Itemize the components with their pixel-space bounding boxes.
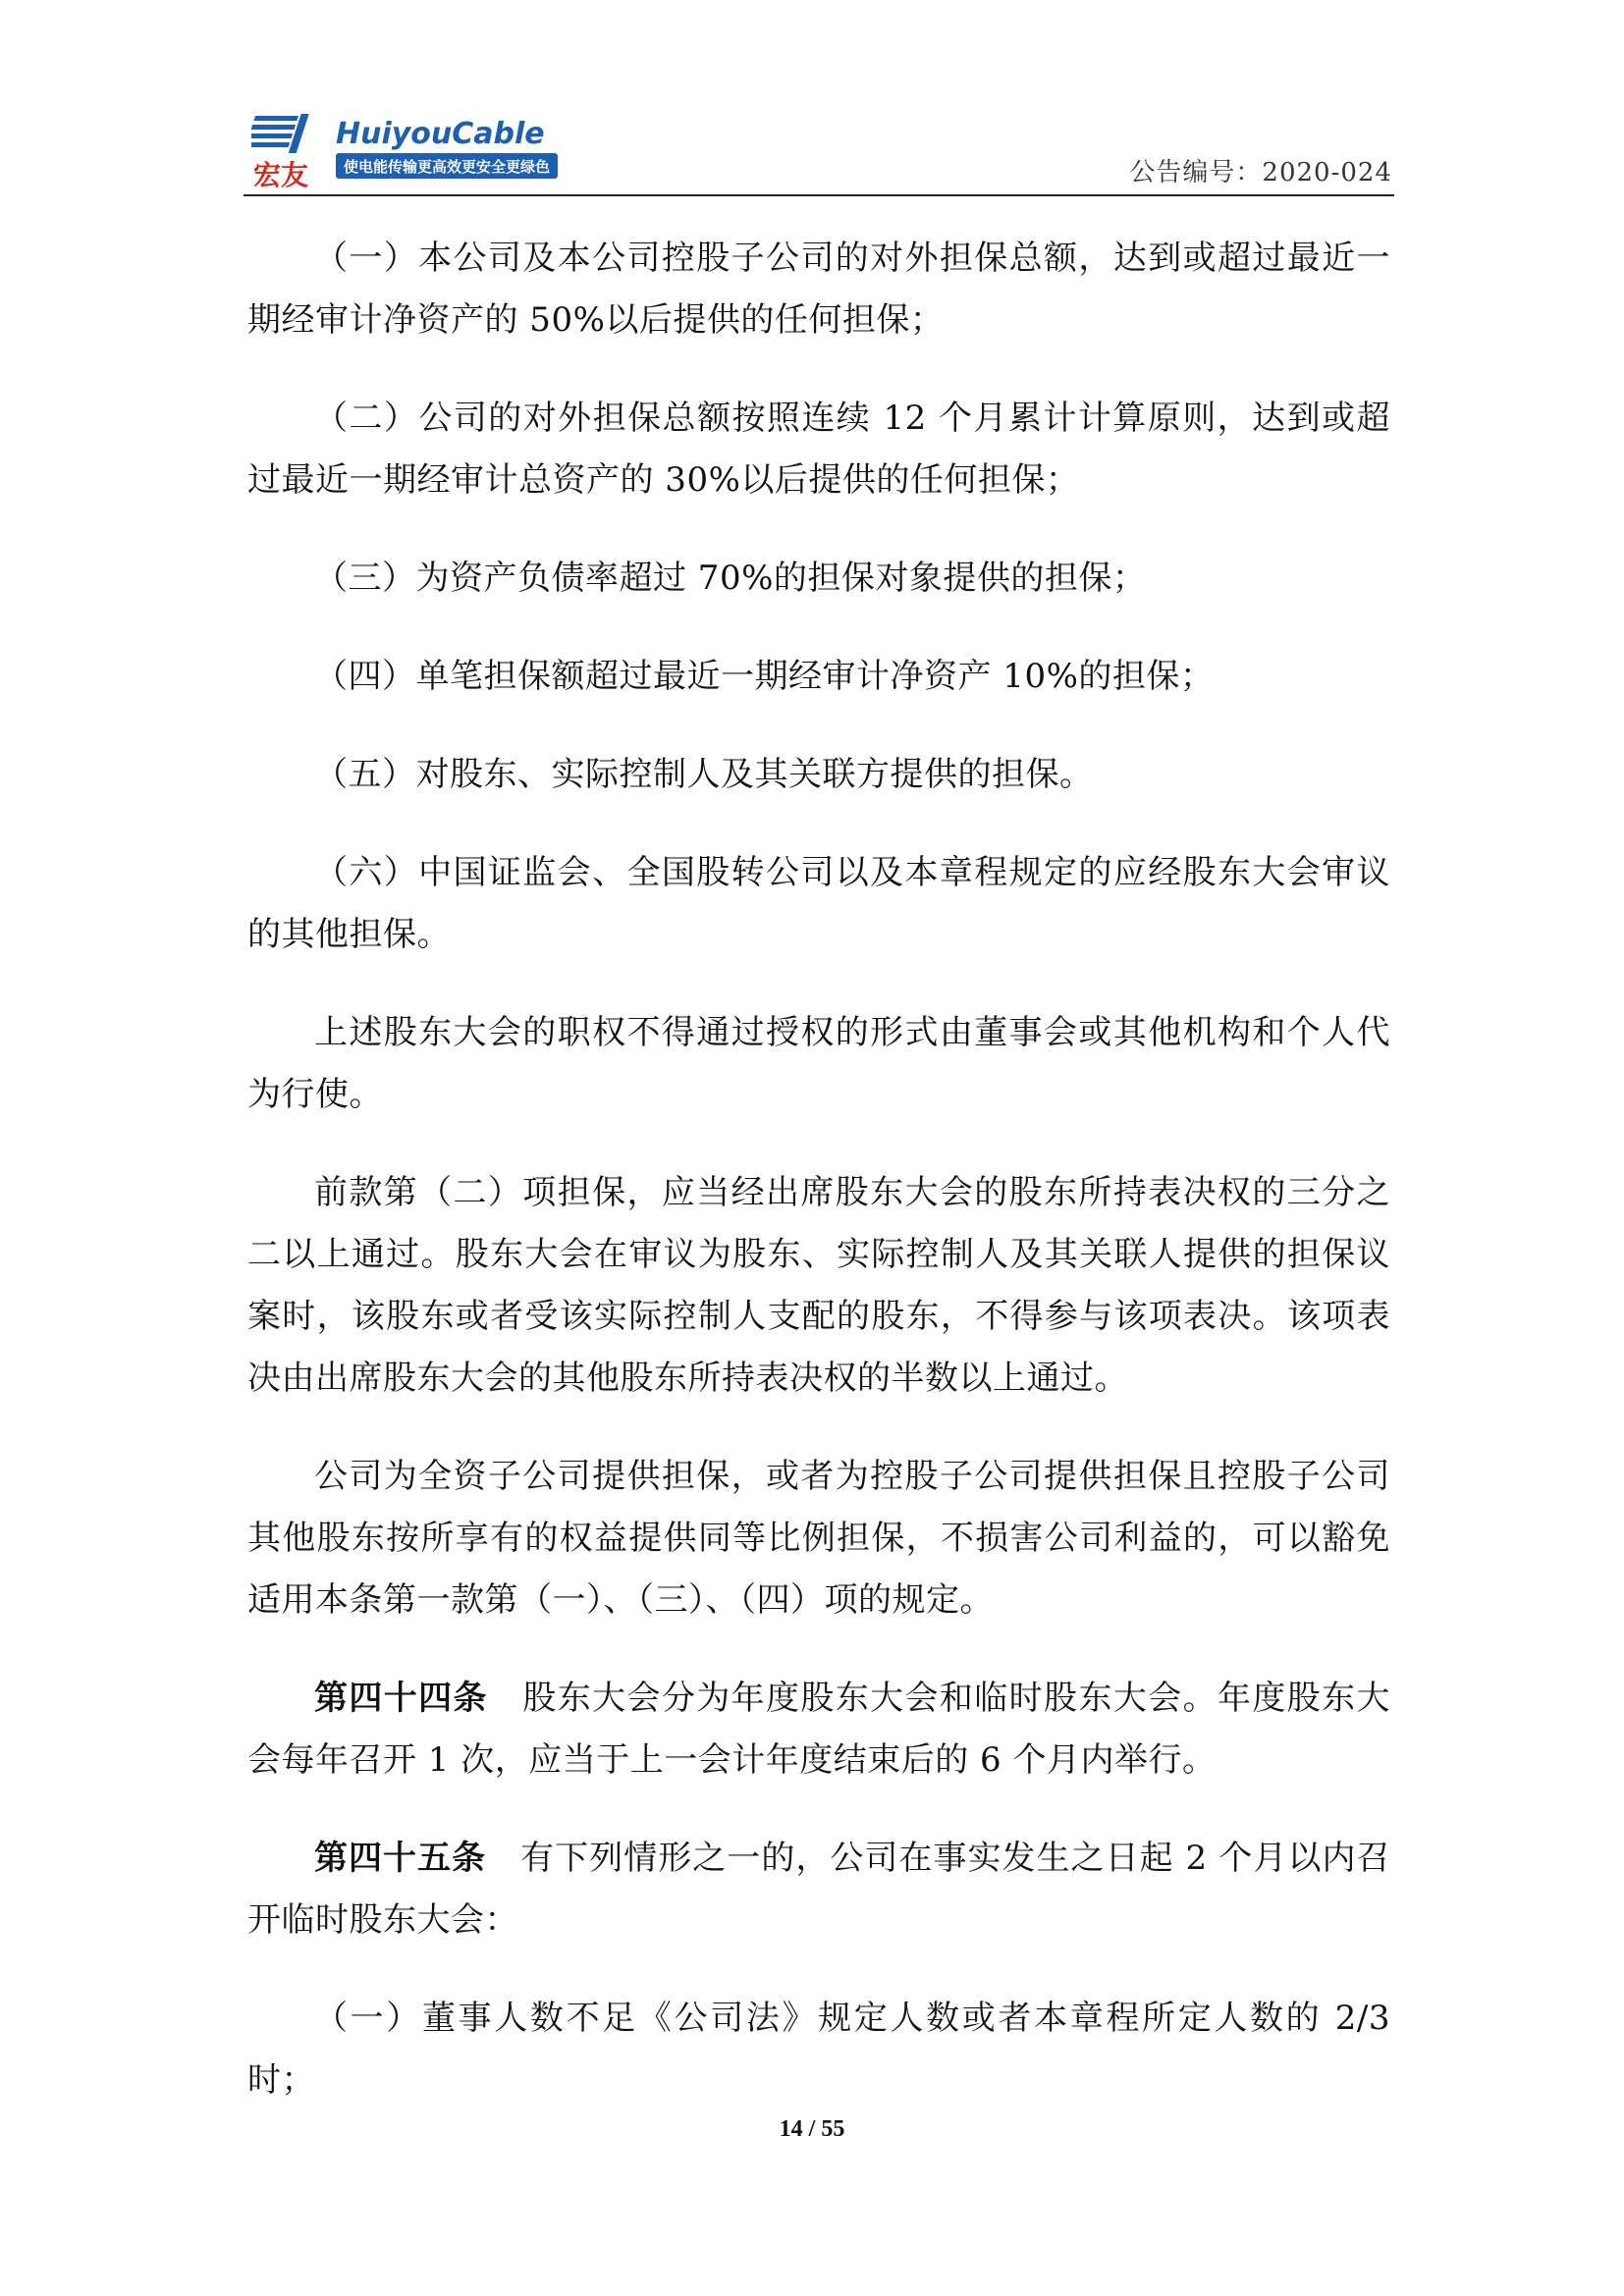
document-body [247,228,1390,2148]
exemption-paragraph: 公司为全资子公司提供担保，或者为控股子公司提供担保且控股子公司其他股东按所享有的权益提供同等比例担保，不损害公司利益的，可以豁免适用本条第一款第（一）、（三）、（四）项的规定。 [247,1457,1390,1620]
article-45-item-1: （一）董事人数不足《公司法》规定人数或者本章程所定人数的 2/3 时； [247,1999,1390,2100]
clause-item-6: （六）中国证监会、全国股转公司以及本章程规定的应经股东大会审议的其他担保。 [247,853,1390,954]
announcement-number: 公告编号：2020-024 [1129,158,1392,187]
page-number: 14 / 55 [779,2116,845,2142]
voting-rule-paragraph: 前款第（二）项担保，应当经出席股东大会的股东所持表决权的三分之二以上通过。股东大会在审议为股东、实际控制人及其关联人提供的担保议案时，该股东或者受该实际控制人支配的股东，不得参与该项表决。该项表决由出席股东大会的其他股东所持表决权的半数以上通过。 [247,1173,1390,1398]
article-45-text: 有下列情形之一的，公司在事实发生之日起 2 个月以内召开临时股东大会： [247,1839,1391,1940]
clause-item-2: （二）公司的对外担保总额按照连续 12 个月累计计算原则，达到或超过最近一期经审计总资产的 30%以后提供的任何担保； [247,399,1390,500]
page-header [244,106,1394,196]
logo-brand-text: HuiyouCable [336,117,545,151]
article-44-text: 股东大会分为年度股东大会和临时股东大会。年度股东大会每年召开 1 次，应当于上一会计年度结束后的 6 个月内举行。 [247,1679,1391,1780]
authority-note: 上述股东大会的职权不得通过授权的形式由董事会或其他机构和个人代为行使。 [247,1013,1390,1114]
article-45-label: 第四十五条 [314,1839,487,1878]
article-44-label: 第四十四条 [314,1679,488,1718]
logo-cn-text: 宏友 [253,159,309,188]
article-45 [247,1828,1390,1951]
logo-graphic [251,110,566,188]
clause-item-3: （三）为资产负债率超过 70%的担保对象提供的担保； [314,559,1147,598]
clause-item-1: （一）本公司及本公司控股子公司的对外担保总额，达到或超过最近一期经审计净资产的 50%以后提供的任何担保； [247,239,1390,340]
clause-item-4: （四）单笔担保额超过最近一期经审计净资产 10%的担保； [314,657,1215,696]
article-44 [247,1668,1390,1791]
logo-slogan: 使电能传输更高效更安全更绿色 [343,158,551,176]
clause-item-5: （五）对股东、实际控制人及其关联方提供的担保。 [314,755,1094,794]
company-logo [251,110,566,188]
